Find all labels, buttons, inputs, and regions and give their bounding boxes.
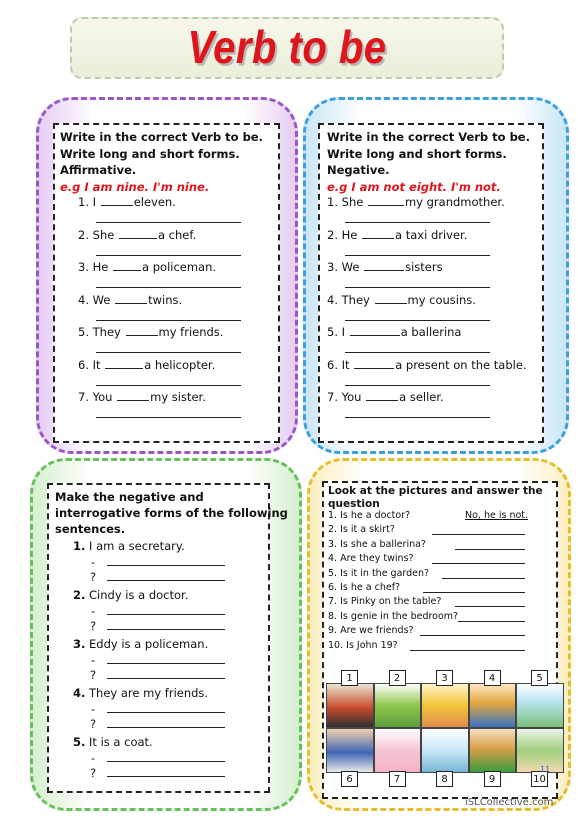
long-form-line[interactable] [96, 385, 241, 386]
item-subject: They [92, 325, 121, 339]
title-banner [70, 17, 504, 79]
picture-question [328, 582, 400, 594]
picture-number-label: 5 [531, 670, 548, 686]
picture-question [328, 510, 410, 522]
item-complement: a policeman. [142, 260, 217, 274]
item-complement: my grandmother. [404, 195, 505, 209]
transform-item [73, 588, 188, 602]
picture-number-label: 2 [389, 670, 406, 686]
question-text: Is it in the garden? [340, 567, 430, 579]
item-sentence: They are my friends. [89, 686, 209, 700]
picture-9 [469, 728, 517, 773]
item-number: 6. [327, 357, 338, 372]
picture-question [328, 625, 414, 637]
question-number: 2. [328, 524, 338, 536]
watermark: iSLCollective.com [465, 797, 554, 808]
question-number: 4. [328, 553, 338, 565]
item-complement: a chef. [157, 227, 197, 242]
item-subject: It [92, 357, 101, 372]
aff-item [78, 325, 223, 339]
item-subject: We [341, 260, 360, 274]
neg-item [327, 293, 476, 307]
neg-item [327, 325, 461, 339]
long-form-line[interactable] [345, 287, 490, 288]
picture-6 [326, 728, 374, 773]
picture-number-label: 3 [436, 670, 453, 686]
item-sentence: Cindy is a doctor. [89, 588, 189, 602]
item-number: 1. [73, 539, 86, 553]
picture-question [328, 640, 398, 652]
item-number: 7. [327, 390, 338, 404]
question-text: Is genie in the bedroom? [340, 610, 459, 622]
question-number: 3. [328, 538, 338, 550]
example-answer: No, he is not. [465, 510, 529, 521]
item-complement: a seller. [399, 390, 444, 404]
long-form-line[interactable] [96, 417, 241, 418]
fill-in-blank[interactable] [362, 228, 394, 239]
picture-number-label: 9 [484, 771, 501, 787]
question-answer-line[interactable] [107, 776, 225, 777]
picture-question [328, 596, 441, 608]
fill-in-blank[interactable] [126, 325, 158, 336]
item-sentence: Eddy is a policeman. [89, 637, 209, 651]
item-subject: They [341, 292, 370, 307]
item-number: 4. [78, 292, 89, 307]
long-form-line[interactable] [96, 222, 241, 223]
question-marker: ? [90, 668, 97, 682]
fill-in-blank[interactable] [366, 390, 398, 401]
picture-question [328, 568, 429, 580]
item-subject: I [341, 325, 346, 339]
picture-number-label: 6 [341, 771, 358, 787]
long-form-line[interactable] [345, 352, 490, 353]
neg-item [327, 390, 444, 404]
negative-marker: - [91, 653, 96, 667]
aff-item [78, 195, 176, 209]
negative-marker: - [91, 702, 96, 716]
question-text: Is he a doctor? [340, 510, 411, 521]
aff-item [78, 228, 196, 242]
fill-in-blank[interactable] [375, 293, 407, 304]
answer-line[interactable] [423, 592, 525, 593]
fill-in-blank[interactable] [354, 358, 394, 369]
answer-line[interactable] [442, 578, 525, 579]
item-subject: I [92, 195, 97, 209]
item-subject: We [92, 292, 111, 307]
picture-8 [421, 728, 469, 773]
item-number: 3. [73, 637, 86, 651]
negative-answer-line[interactable] [107, 614, 225, 615]
picture-4 [469, 683, 517, 728]
item-number: 2. [73, 588, 86, 602]
item-sentence: I am a secretary. [89, 539, 185, 553]
item-number: 7. [78, 390, 89, 404]
long-form-line[interactable] [345, 417, 490, 418]
negative-instruction-2: Write long and short forms. [327, 147, 507, 161]
neg-item [327, 228, 467, 242]
fill-in-blank[interactable] [113, 260, 141, 271]
picture-2 [374, 683, 422, 728]
item-complement: my cousins. [407, 292, 476, 307]
aff-item [78, 390, 206, 404]
transform-item [73, 539, 185, 553]
answer-line[interactable] [420, 635, 525, 636]
question-number: 5. [328, 567, 338, 579]
aff-item [78, 260, 216, 274]
picture-question [328, 524, 395, 536]
answer-line[interactable] [455, 549, 525, 550]
question-marker: ? [90, 717, 97, 731]
question-text: Is it a skirt? [340, 524, 395, 536]
affirmative-mode: Affirmative. [60, 163, 137, 177]
item-complement: twins. [148, 292, 183, 307]
fill-in-blank[interactable] [368, 195, 404, 206]
question-number: 9. [328, 625, 338, 637]
fill-in-blank[interactable] [101, 195, 133, 206]
picture-1 [326, 683, 374, 728]
affirmative-instruction-1: Write in the correct Verb to be. [60, 130, 263, 144]
negative-answer-line[interactable] [107, 663, 225, 664]
negative-answer-line[interactable] [107, 712, 225, 713]
transform-instruction-1: Make the negative and [55, 490, 204, 504]
question-text: Are we friends? [340, 625, 414, 637]
picture-number-label: 8 [436, 771, 453, 787]
item-subject: It [341, 357, 350, 372]
long-form-line[interactable] [345, 255, 490, 256]
item-sentence: It is a coat. [89, 735, 153, 749]
answer-line[interactable] [455, 606, 525, 607]
item-complement: a helicopter. [144, 357, 216, 372]
negative-example: e.g I am not eight. I'm not. [327, 180, 501, 194]
long-form-line[interactable] [345, 385, 490, 386]
transform-item [73, 686, 208, 700]
long-form-line[interactable] [96, 320, 241, 321]
aff-item [78, 293, 182, 307]
item-subject: He [92, 260, 109, 274]
picture-number-label: 1 [341, 670, 358, 686]
item-number: 1. [78, 195, 89, 209]
aff-item [78, 358, 215, 372]
pictures-instruction-1: Look at the pictures and answer the [328, 485, 543, 497]
negative-marker: - [91, 604, 96, 618]
item-subject: She [92, 227, 115, 242]
long-form-line[interactable] [345, 320, 490, 321]
item-complement: a taxi driver. [395, 227, 468, 242]
negative-marker: - [91, 751, 96, 765]
item-number: 2. [327, 227, 338, 242]
picture-question [328, 553, 414, 565]
question-marker: ? [90, 570, 97, 584]
neg-item [327, 358, 527, 372]
item-number: 1. [327, 195, 338, 209]
item-complement: a present on the table. [395, 357, 527, 372]
affirmative-example: e.g I am nine. I'm nine. [60, 180, 210, 194]
item-number: 5. [327, 325, 338, 339]
item-complement: eleven. [133, 195, 176, 209]
question-text: Is she a ballerina? [340, 538, 426, 550]
item-number: 3. [78, 260, 89, 274]
picture-question [328, 539, 426, 551]
negative-mode: Negative. [327, 163, 390, 177]
transform-item [73, 735, 153, 749]
question-number: 7. [328, 596, 338, 608]
picture-7 [374, 728, 422, 773]
item-subject: She [341, 195, 364, 209]
picture-3 [421, 683, 469, 728]
fill-in-blank[interactable] [119, 228, 157, 239]
question-number: 8. [328, 610, 338, 622]
question-marker: ? [90, 619, 97, 633]
item-complement: my friends. [158, 325, 224, 339]
item-complement: my sister. [150, 390, 206, 404]
pictures-instruction-2: question [328, 498, 380, 510]
picture-question [328, 611, 458, 623]
question-marker: ? [90, 766, 97, 780]
transform-instruction-2: interrogative forms of the following [55, 506, 288, 520]
fill-in-blank[interactable] [364, 260, 404, 271]
long-form-line[interactable] [96, 287, 241, 288]
page-title: Verb to be [187, 22, 387, 74]
answer-line[interactable] [410, 650, 525, 651]
item-complement: sisters [405, 260, 443, 274]
item-number: 5. [73, 735, 86, 749]
question-text: Is John 19? [346, 639, 398, 651]
question-text: Are they twins? [340, 553, 414, 565]
fill-in-blank[interactable] [350, 325, 400, 336]
item-number: 6. [78, 357, 89, 372]
fill-in-blank[interactable] [115, 293, 147, 304]
item-number: 4. [327, 292, 338, 307]
long-form-line[interactable] [96, 255, 241, 256]
question-number: 6. [328, 582, 338, 593]
question-answer-line[interactable] [107, 580, 225, 581]
question-answer-line[interactable] [107, 727, 225, 728]
question-answer-line[interactable] [107, 678, 225, 679]
long-form-line[interactable] [345, 222, 490, 223]
negative-answer-line[interactable] [107, 761, 225, 762]
item-subject: You [92, 390, 113, 404]
picture-extra-label: 11 [540, 765, 551, 774]
question-text: Is he a chef? [340, 582, 401, 593]
item-complement: a ballerina [400, 325, 462, 339]
item-number: 4. [73, 686, 86, 700]
transform-instruction-3: sentences. [55, 522, 126, 536]
fill-in-blank[interactable] [117, 390, 149, 401]
item-number: 2. [78, 227, 89, 242]
answer-line[interactable] [432, 534, 525, 535]
answer-line[interactable] [432, 563, 525, 564]
answer-line[interactable] [458, 621, 525, 622]
item-subject: You [341, 390, 362, 404]
fill-in-blank[interactable] [105, 358, 143, 369]
question-answer-line[interactable] [107, 629, 225, 630]
picture-number-label: 10 [531, 771, 548, 787]
picture-number-label: 4 [484, 670, 501, 686]
picture-number-label: 7 [389, 771, 406, 787]
neg-item [327, 260, 443, 274]
long-form-line[interactable] [96, 352, 241, 353]
affirmative-instruction-2: Write long and short forms. [60, 147, 240, 161]
negative-marker: - [91, 555, 96, 569]
item-number: 3. [327, 260, 338, 274]
negative-answer-line[interactable] [107, 565, 225, 566]
question-text: Is Pinky on the table? [340, 596, 442, 608]
negative-instruction-1: Write in the correct Verb to be. [327, 130, 530, 144]
transform-item [73, 637, 208, 651]
neg-item [327, 195, 505, 209]
question-number: 1. [328, 510, 338, 521]
item-number: 5. [78, 325, 89, 339]
question-number: 10. [328, 639, 344, 651]
picture-5 [516, 683, 564, 728]
item-subject: He [341, 227, 358, 242]
